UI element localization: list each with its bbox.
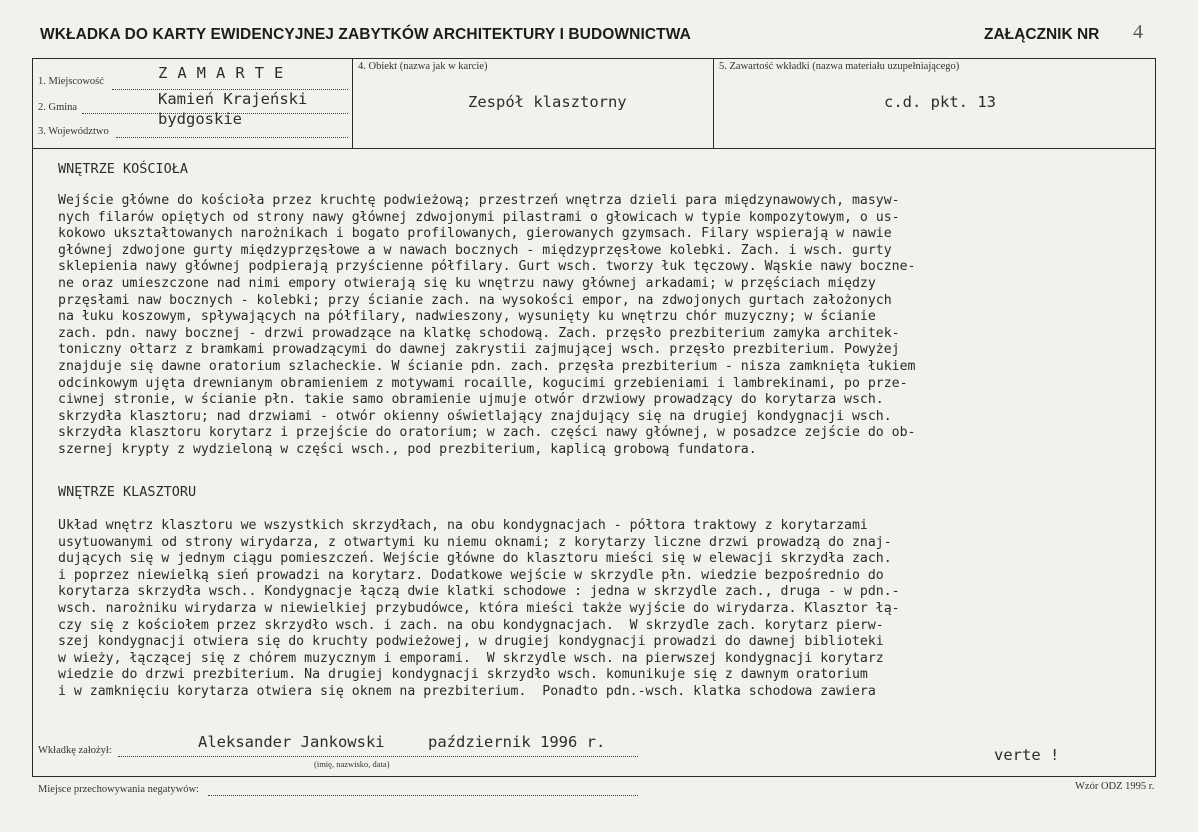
church-text-line: kokowo ukształtowanych narożnikach i bogato profilowanych, gierowanych gzymsach. Filary wspierają w nawie	[58, 226, 892, 242]
obiekt-label: 4. Obiekt (nazwa jak w karcie)	[358, 61, 488, 72]
monastery-text-line: w wieży, łączącej się z chórem muzycznym i emporami. W skrzydle wsch. na pierwszej kondygnacji korytarz	[58, 650, 884, 666]
miejscowosc-label: 1. Miejscowość	[38, 76, 104, 87]
monastery-text-line: czy się z kościołem przez skrzydło wsch. i zach. na obu kondygnacjach. W skrzydle zach. korytarz pierw-	[58, 617, 884, 633]
church-text-line: toniczny ołtarz z bramkami prowadzącymi do dawnej zakrystii zajmującej wsch. przęsło prezbiterium. Powyżej	[58, 342, 900, 358]
church-text-line: nych filarów opiętych od strony nawy głównej zdwojonymi pilastrami o głowicach w typie kompozytowym, o us-	[58, 209, 900, 225]
verte-note: verte !	[994, 746, 1060, 764]
annex-number: 4	[1133, 21, 1143, 43]
wojewodztwo-value: bydgoskie	[158, 110, 242, 128]
church-text-line: szernej krypty z wydzieloną w części wsch., pod prezbiterium, kaplicą grobową fundatora.	[58, 441, 757, 457]
monastery-text-line: dujących się w jednym ciągu pomieszczeń. Wejście główne do klasztoru mieści się w elewacji skrzydła zach.	[58, 551, 892, 567]
form-template-id: Wzór ODZ 1995 r.	[1075, 781, 1155, 792]
form-title: WKŁADKA DO KARTY EWIDENCYJNEJ ZABYTKÓW ARCHITEKTURY I BUDOWNICTWA	[40, 26, 691, 43]
church-text-line: Wejście główne do kościoła przez kruchtę podwieżową; przestrzeń wnętrza dzieli para międzynawowych, masyw-	[58, 193, 900, 208]
gmina-value: Kamień Krajeński	[158, 90, 308, 108]
monastery-text-line: i w zamknięciu korytarza otwiera się oknem na prezbiterium. Ponadto pdn.-wsch. klatka schodowa zawiera	[58, 683, 876, 699]
church-text-line: głównej zdwojone gurty międzyprzęsłowe a w nawach bocznych - międzyprzęsłowe kolebki. Zach. i wsch. gurty	[58, 242, 892, 258]
obiekt-value: Zespół klasztorny	[468, 93, 627, 111]
wojewodztwo-label: 3. Województwo	[38, 126, 109, 137]
monastery-text-line: Układ wnętrz klasztoru we wszystkich skrzydłach, na obu kondygnacjach - półtora traktowy z korytarzami	[58, 518, 868, 533]
church-text-line: ne oraz umieszczone nad nimi empory otwierają się ku wnętrzu nawy głównej arkadami; w przęściach między	[58, 275, 876, 291]
section-body-monastery	[58, 518, 1138, 701]
zalozyl-label: Wkładkę założył:	[38, 745, 112, 756]
church-text-line: ciwnej stronie, w ścianie płn. takie samo obramienie ujmuje otwór drzwiowy prowadzący do korytarza wsch.	[58, 392, 884, 408]
author-sublabel: (imię, nazwisko, data)	[314, 759, 390, 769]
author-name: Aleksander Jankowski	[198, 733, 385, 751]
header-divider	[32, 148, 1156, 149]
monastery-text-line: korytarza skrzydła wsch.. Kondygnacje łączą dwie klatki schodowe : jedna w skrzydle zach., druga - w pdn.-	[58, 584, 900, 600]
monastery-text-line: i poprzez niewielką sień prowadzi na korytarz. Dodatkowe wejście w skrzydle płn. wiedzie bezpośrednio do	[58, 567, 884, 583]
zalozyl-dots	[118, 756, 638, 757]
gmina-label: 2. Gmina	[38, 102, 78, 113]
church-text-line: odcinkowym ujęta drewnianym obramieniem z motywami rocaille, kogucimi grzebieniami i lambrekinami, po prze-	[58, 375, 908, 391]
church-text-line: skrzydła klasztoru; nad drzwiami - otwór okienny oświetlający znajdujący się na drugiej kondygnacji wsch.	[58, 408, 892, 424]
negatywy-dots	[208, 795, 638, 796]
monastery-text-line: wsch. narożniku wirydarza w niewielkiej przybudówce, która mieści także wyjście do wirydarza. Klasztor łą-	[58, 600, 900, 616]
column-divider-1	[352, 58, 353, 148]
section-body-church	[58, 193, 1138, 459]
column-divider-2	[713, 58, 714, 148]
zawartosc-label: 5. Zawartość wkładki (nazwa materiału uzupełniającego)	[719, 61, 960, 72]
author-date: październik 1996 r.	[428, 733, 606, 751]
monastery-text-line: wiedzie do drzwi prezbiterium. Na drugiej kondygnacji skrzydło wsch. komunikuje się z dawnym oratorium	[58, 667, 868, 683]
church-text-line: znajduje się dawne oratorium szlacheckie. W ścianie pdn. zach. przęsła prezbiterium - nisza zamknięta łukiem	[58, 358, 916, 374]
church-text-line: sklepienia nawy głównej podpierają przyścienne półfilary. Gurt wsch. tworzy łuk tęczowy. Wąskie nawy boczne-	[58, 259, 916, 275]
zawartosc-value: c.d. pkt. 13	[884, 93, 996, 111]
church-text-line: na łuku koszowym, spływających na półfilary, nadwieszony, wysunięty ku wnętrzu chór muzyczny; w ścianie	[58, 309, 876, 325]
section-heading-church: WNĘTRZE KOŚCIOŁA	[58, 161, 189, 177]
church-text-line: przęsłami naw bocznych - kolebki; przy ścianie zach. na wysokości empor, na zdwojonych gurtach założonych	[58, 292, 892, 308]
monastery-text-line: usytuowanymi od strony wirydarza, z otwartymi ku niemu oknami; z korytarzy liczne drzwi prowadzą do znaj-	[58, 534, 892, 550]
church-text-line: skrzydła klasztoru korytarz i przejście do oratorium; w zach. części nawy głównej, w posadzce zejście do ob-	[58, 425, 916, 441]
church-text-line: zach. pdn. nawy bocznej - drzwi prowadzące na klatkę schodową. Zach. przęsło prezbiterium zamyka architek-	[58, 325, 900, 341]
miejscowosc-value: ZAMARTE	[158, 64, 294, 82]
negatywy-label: Miejsce przechowywania negatywów:	[38, 784, 199, 795]
section-heading-monastery: WNĘTRZE KLASZTORU	[58, 484, 197, 500]
monastery-text-line: szej kondygnacji otwiera się do kruchty podwieżowej, w drugiej kondygnacji prowadzi do dawnej biblioteki	[58, 634, 884, 650]
annex-label: ZAŁĄCZNIK NR	[984, 26, 1100, 43]
wojewodztwo-dots	[116, 137, 348, 138]
